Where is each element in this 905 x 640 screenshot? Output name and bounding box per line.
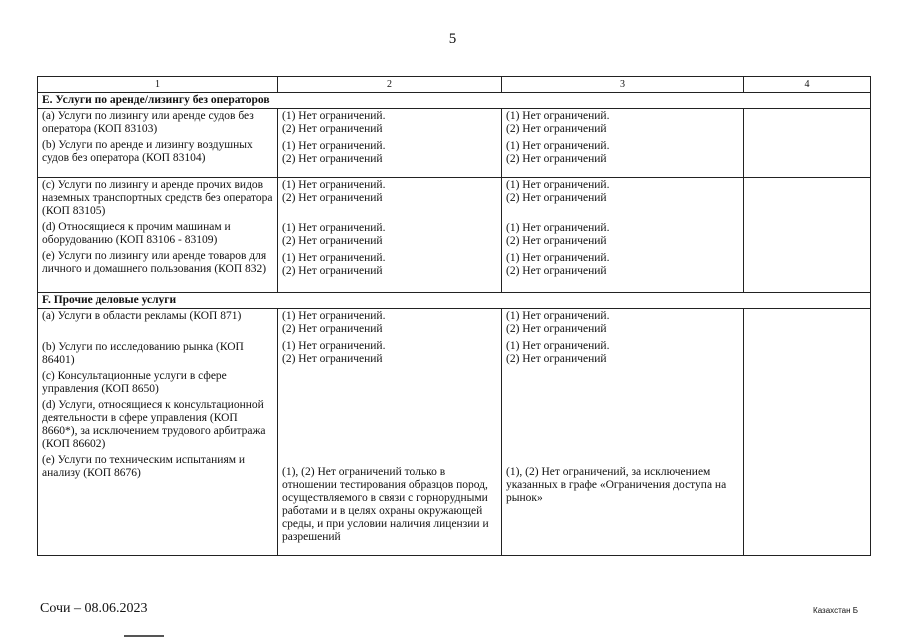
market-access-cell bbox=[278, 178, 502, 293]
bottom-rule bbox=[124, 635, 164, 637]
service-item: (a) Услуги в области рекламы (КОП 871) bbox=[42, 310, 242, 322]
market-access-cell bbox=[278, 109, 502, 178]
column-header: 1 bbox=[38, 77, 278, 93]
additional-commitments-cell bbox=[744, 109, 871, 178]
service-item: (d) Относящиеся к прочим машинам и оборудованию (КОП 83106 - 83109) bbox=[42, 221, 231, 246]
column-header: 2 bbox=[278, 77, 502, 93]
page-number: 5 bbox=[448, 31, 457, 47]
service-item: (a) Услуги по лизингу или аренде судов без оператора (КОП 83103) bbox=[42, 110, 254, 135]
restriction-text: (2) Нет ограничений bbox=[506, 353, 607, 365]
restriction-text: (1) Нет ограничений. bbox=[282, 110, 386, 122]
sector-cell bbox=[38, 109, 278, 178]
national-treatment-cell bbox=[502, 309, 744, 556]
section-heading: E. Услуги по аренде/лизингу без операторов bbox=[38, 93, 871, 109]
restriction-text: (1) Нет ограничений. bbox=[506, 252, 610, 264]
restriction-text: (1) Нет ограничений. bbox=[282, 340, 386, 352]
market-access-cell bbox=[278, 309, 502, 556]
table-row bbox=[38, 109, 871, 178]
service-item: (d) Услуги, относящиеся к консультационной деятельности в сфере управления (КОП 8660*), за исключением трудового арбитража (КОП 86602) bbox=[42, 399, 266, 450]
service-item: (b) Услуги по исследованию рынка (КОП 86401) bbox=[42, 341, 244, 366]
column-header: 3 bbox=[502, 77, 744, 93]
sector-cell bbox=[38, 309, 278, 556]
restriction-text: (1) Нет ограничений. bbox=[282, 140, 386, 152]
restriction-text: (2) Нет ограничений bbox=[506, 123, 607, 135]
table-row bbox=[38, 309, 871, 556]
table-row bbox=[38, 178, 871, 293]
national-treatment-cell bbox=[502, 178, 744, 293]
restriction-text: (2) Нет ограничений bbox=[282, 192, 383, 204]
restriction-text: (1), (2) Нет ограничений только в отношении тестирования образцов пород, осуществляемого в связи с горнорудными работами и в целях охраны окружающей среды, и при условии наличия лицензии и разрешений bbox=[282, 466, 489, 543]
footer-country: Казахстан Б bbox=[813, 606, 858, 615]
restriction-text: (2) Нет ограничений bbox=[282, 123, 383, 135]
column-header: 4 bbox=[744, 77, 871, 93]
restriction-text: (1), (2) Нет ограничений, за исключением указанных в графе «Ограничения доступа на рынок» bbox=[506, 466, 727, 504]
restriction-text: (2) Нет ограничений bbox=[282, 153, 383, 165]
restriction-text: (1) Нет ограничений. bbox=[506, 340, 610, 352]
footer-date: Сочи – 08.06.2023 bbox=[40, 601, 148, 616]
service-item: (e) Услуги по техническим испытаниям и анализу (КОП 8676) bbox=[42, 454, 246, 479]
sector-cell bbox=[38, 178, 278, 293]
restriction-text: (2) Нет ограничений bbox=[282, 353, 383, 365]
restriction-text: (1) Нет ограничений. bbox=[506, 310, 610, 322]
restriction-text: (2) Нет ограничений bbox=[282, 323, 383, 335]
restriction-text: (2) Нет ограничений bbox=[506, 235, 607, 247]
section-row bbox=[38, 293, 871, 309]
restriction-text: (2) Нет ограничений bbox=[506, 265, 607, 277]
restriction-text: (1) Нет ограничений. bbox=[506, 110, 610, 122]
additional-commitments-cell bbox=[744, 178, 871, 293]
service-item: (c) Услуги по лизингу и аренде прочих видов наземных транспортных средств без оператора (КОП 83105) bbox=[42, 179, 273, 217]
restriction-text: (1) Нет ограничений. bbox=[282, 179, 386, 191]
restriction-text: (1) Нет ограничений. bbox=[282, 252, 386, 264]
additional-commitments-cell bbox=[744, 309, 871, 556]
restriction-text: (2) Нет ограничений bbox=[506, 192, 607, 204]
section-heading: F. Прочие деловые услуги bbox=[38, 293, 871, 309]
service-item: (b) Услуги по аренде и лизингу воздушных судов без оператора (КОП 83104) bbox=[42, 139, 253, 164]
section-row bbox=[38, 93, 871, 109]
service-item: (e) Услуги по лизингу или аренде товаров для личного и домашнего пользования (КОП 832) bbox=[42, 250, 267, 275]
restriction-text: (1) Нет ограничений. bbox=[506, 179, 610, 191]
restriction-text: (1) Нет ограничений. bbox=[282, 222, 386, 234]
restriction-text: (1) Нет ограничений. bbox=[506, 140, 610, 152]
restriction-text: (2) Нет ограничений bbox=[282, 265, 383, 277]
schedule-table bbox=[37, 76, 871, 556]
restriction-text: (2) Нет ограничений bbox=[282, 235, 383, 247]
restriction-text: (1) Нет ограничений. bbox=[506, 222, 610, 234]
national-treatment-cell bbox=[502, 109, 744, 178]
restriction-text: (1) Нет ограничений. bbox=[282, 310, 386, 322]
service-item: (c) Консультационные услуги в сфере управления (КОП 8650) bbox=[42, 370, 227, 395]
column-header-row bbox=[38, 77, 871, 93]
restriction-text: (2) Нет ограничений bbox=[506, 323, 607, 335]
restriction-text: (2) Нет ограничений bbox=[506, 153, 607, 165]
